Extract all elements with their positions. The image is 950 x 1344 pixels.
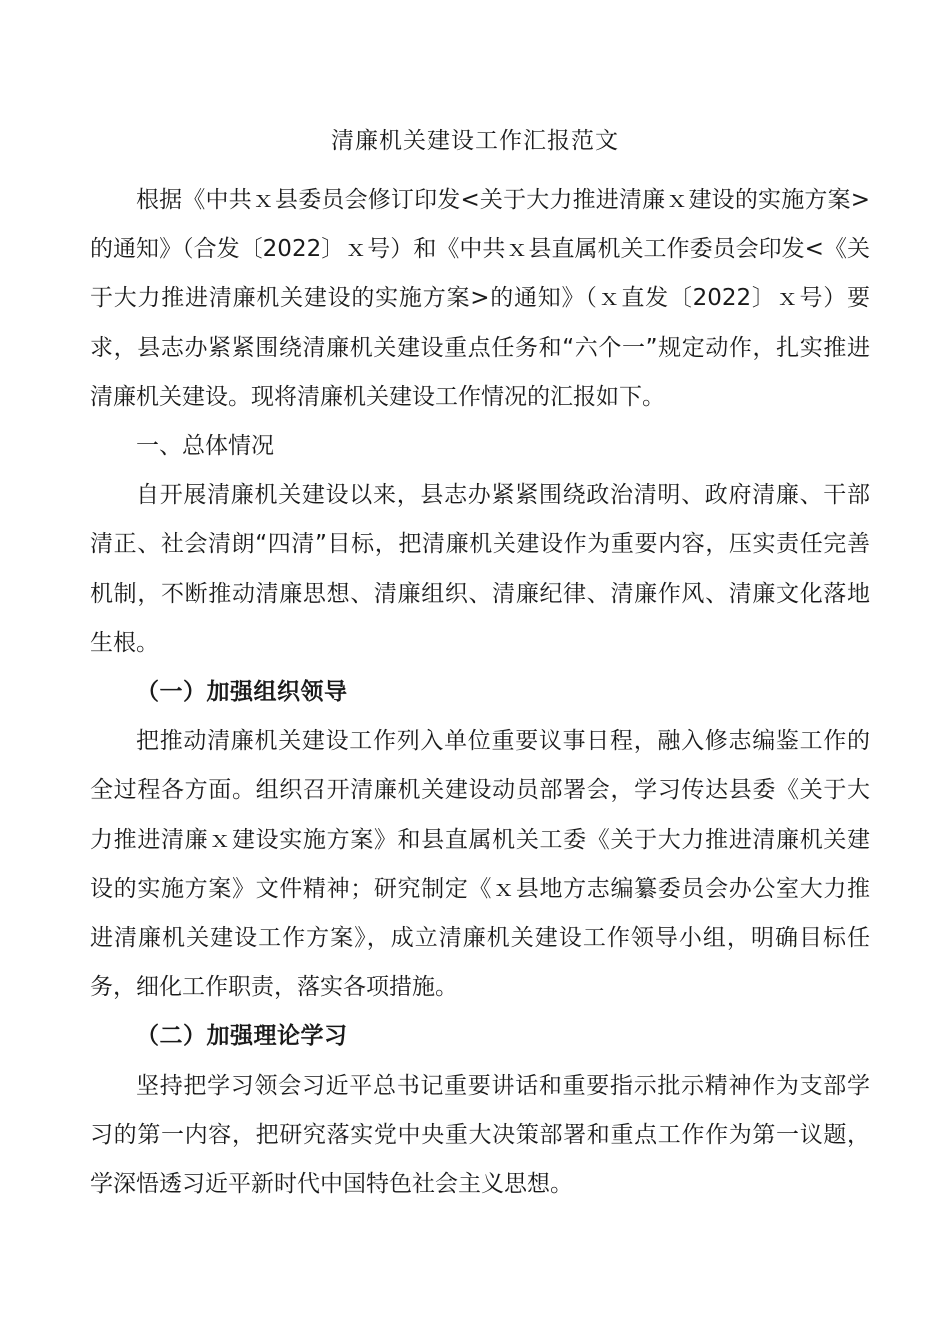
- subsection-heading-study: （二）加强理论学习: [136, 1023, 348, 1050]
- document-body: [90, 176, 870, 1209]
- section-heading-overview: 一、总体情况: [136, 433, 274, 460]
- intro-paragraph: 根据《中共ｘ县委员会修订印发<关于大力推进清廉ｘ建设的实施方案>的通知》（合发〔2022〕ｘ号）和《中共ｘ县直属机关工作委员会印发<《关于大力推进清廉机关建设的实施方案>的通知》（ｘ直发〔2022〕ｘ号）要求，县志办紧紧围绕清廉机关建设重点任务和“六个一”规定动作，扎实推进清廉机关建设。现将清廉机关建设工作情况的汇报如下。: [90, 187, 870, 410]
- overview-paragraph: 自开展清廉机关建设以来，县志办紧紧围绕政治清明、政府清廉、干部清正、社会清朗“四清”目标，把清廉机关建设作为重要内容，压实责任完善机制，不断推动清廉思想、清廉组织、清廉纪律、清廉作风、清廉文化落地生根。: [90, 482, 870, 656]
- document-title: 清廉机关建设工作汇报范文: [331, 128, 619, 154]
- study-paragraph: 坚持把学习领会习近平总书记重要讲话和重要指示批示精神作为支部学习的第一内容，把研究落实党中央重大决策部署和重点工作作为第一议题，学深悟透习近平新时代中国特色社会主义思想。: [90, 1072, 870, 1198]
- subsection-heading-organization: （一）加强组织领导: [136, 679, 348, 706]
- organization-paragraph: 把推动清廉机关建设工作列入单位重要议事日程，融入修志编鉴工作的全过程各方面。组织召开清廉机关建设动员部署会，学习传达县委《关于大力推进清廉ｘ建设实施方案》和县直属机关工委《关于大力推进清廉机关建设的实施方案》文件精神；研究制定《ｘ县地方志编纂委员会办公室大力推进清廉机关建设工作方案》，成立清廉机关建设工作领导小组，明确目标任务，细化工作职责，落实各项措施。: [90, 728, 870, 1001]
